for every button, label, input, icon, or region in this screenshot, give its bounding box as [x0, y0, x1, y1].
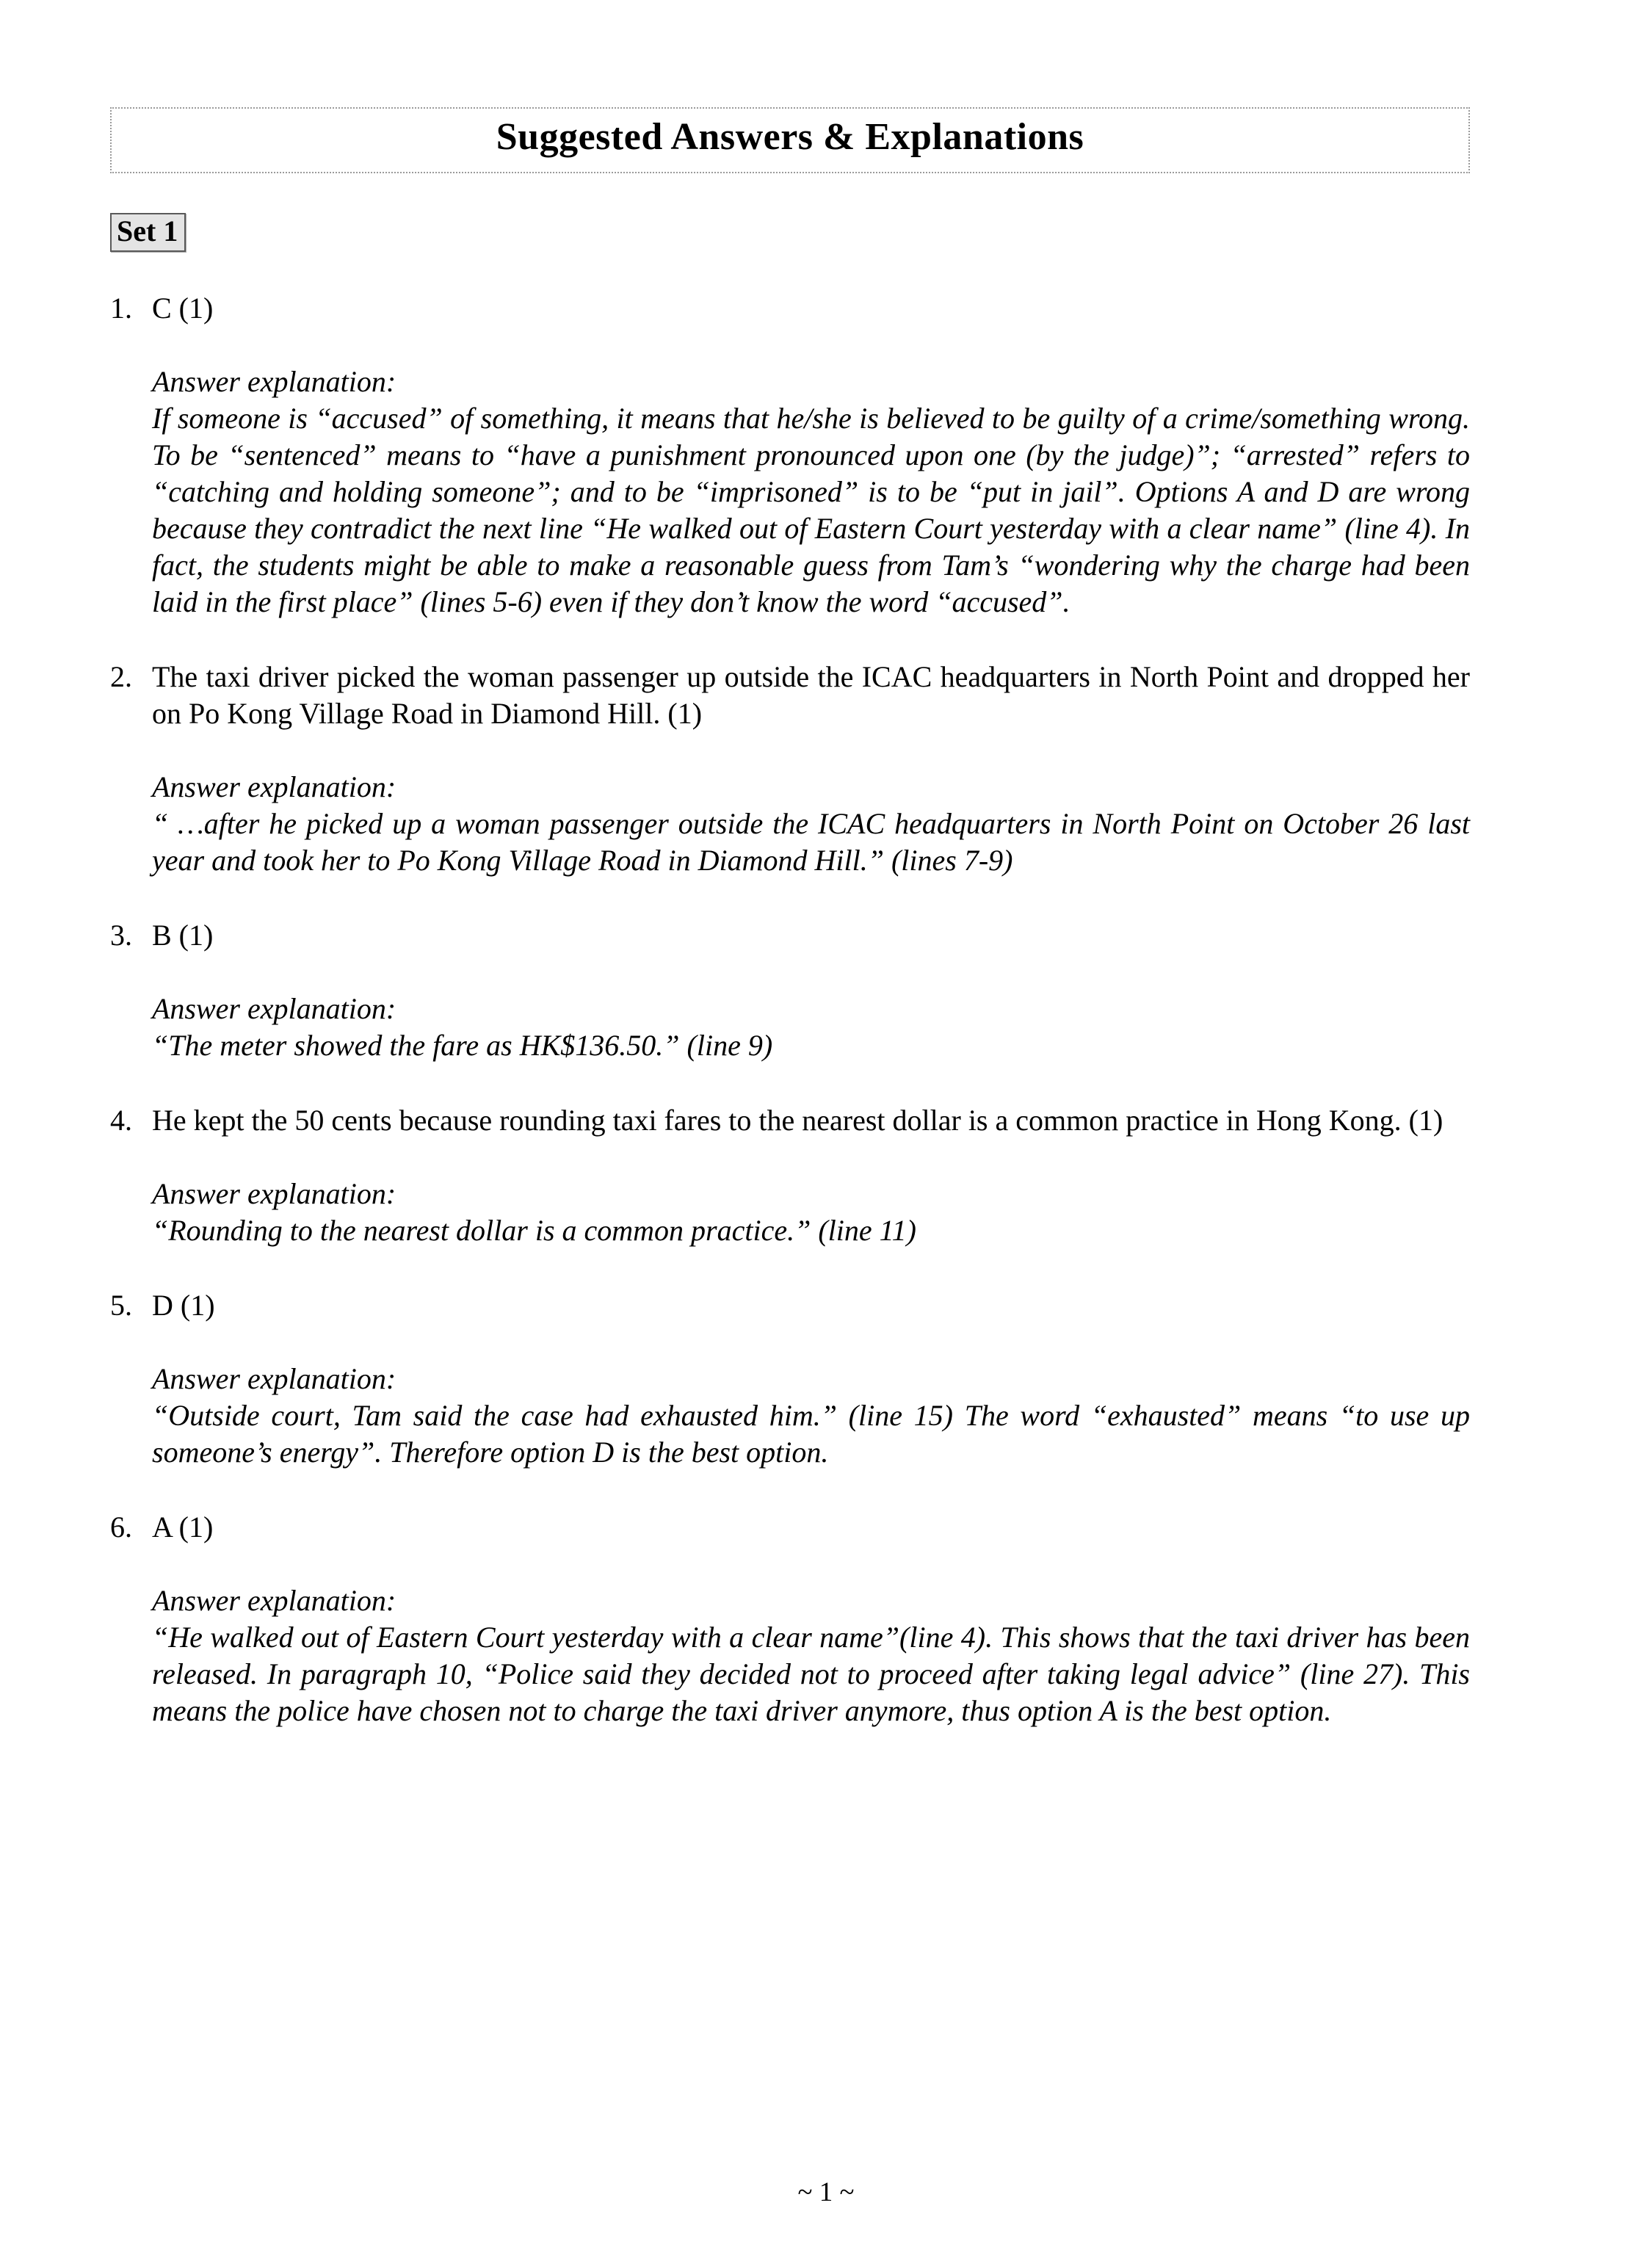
question-body [152, 659, 1470, 879]
question-answer: He kept the 50 cents because rounding taxi fares to the nearest dollar is a common practice in Hong Kong. (1) [152, 1104, 1443, 1137]
question-body [152, 1102, 1470, 1249]
question-item [110, 1102, 1470, 1249]
page-number: ~ 1 ~ [797, 2177, 855, 2207]
explanation-text: “ …after he picked up a woman passenger outside the ICAC headquarters in North Point on October 26 last year and took her to Po Kong Village Road in Diamond Hill.” (lines 7-9) [152, 807, 1470, 877]
question-body [152, 290, 1470, 620]
question-answer: C (1) [152, 292, 214, 325]
question-number: 3. [110, 919, 132, 952]
explanation-label: Answer explanation: [152, 1362, 396, 1396]
question-item [110, 290, 1470, 620]
explanation-label: Answer explanation: [152, 770, 396, 804]
explanation-text: “Outside court, Tam said the case had exhausted him.” (line 15) The word “exhausted” means “to use up someone’s energy”. Therefore option D is the best option. [152, 1399, 1470, 1469]
title-box [110, 107, 1470, 173]
answer-explanation [152, 1582, 1470, 1729]
answer-explanation [152, 1176, 1470, 1249]
explanation-label: Answer explanation: [152, 1177, 396, 1211]
question-number: 4. [110, 1104, 132, 1137]
explanation-label: Answer explanation: [152, 992, 396, 1026]
question-body [152, 1287, 1470, 1471]
explanation-text: “The meter showed the fare as HK$136.50.” (line 9) [152, 1029, 773, 1063]
answer-explanation [152, 363, 1470, 620]
explanation-label: Answer explanation: [152, 365, 396, 399]
explanation-label: Answer explanation: [152, 1584, 396, 1618]
question-item [110, 1509, 1470, 1729]
answer-explanation [152, 769, 1470, 879]
question-item [110, 917, 1470, 1064]
explanation-text: “Rounding to the nearest dollar is a common practice.” (line 11) [152, 1214, 916, 1248]
question-number: 6. [110, 1510, 132, 1544]
question-answer: D (1) [152, 1289, 215, 1322]
set-badge: Set 1 [110, 213, 186, 252]
page-content [110, 107, 1470, 1729]
question-item [110, 1287, 1470, 1471]
question-body [152, 1509, 1470, 1729]
explanation-text: If someone is “accused” of something, it means that he/she is believed to be guilty of a crime/something wrong. To be “sentenced” means to “have a punishment pronounced upon one (by the judge)”; “arrested” refers to “catching and holding someone”; and to be “imprisoned” is to be “put in jail”. Options A and D are wrong because they contradict the next line “He walked out of Eastern Court yesterday with a clear name” (line 4). In fact, the students might be able to make a reasonable guess from Tam’s “wondering why the charge had been laid in the first place” (lines 5-6) even if they don’t know the word “accused”. [152, 402, 1470, 619]
question-item [110, 659, 1470, 879]
question-answer: The taxi driver picked the woman passenger up outside the ICAC headquarters in North Point and dropped her on Po Kong Village Road in Diamond Hill. (1) [152, 660, 1470, 731]
explanation-text: “He walked out of Eastern Court yesterday with a clear name”(line 4). This shows that the taxi driver has been released. In paragraph 10, “Police said they decided not to proceed after taking legal advice” (line 27). This means the police have chosen not to charge the taxi driver anymore, thus option A is the best option. [152, 1621, 1470, 1728]
question-number: 1. [110, 292, 132, 325]
question-number: 5. [110, 1289, 132, 1322]
question-answer: A (1) [152, 1510, 214, 1544]
answer-explanation [152, 1361, 1470, 1471]
question-body [152, 917, 1470, 1064]
page-title: Suggested Answers & Explanations [496, 116, 1084, 158]
answer-explanation [152, 991, 1470, 1064]
question-number: 2. [110, 660, 132, 694]
question-answer: B (1) [152, 919, 214, 952]
